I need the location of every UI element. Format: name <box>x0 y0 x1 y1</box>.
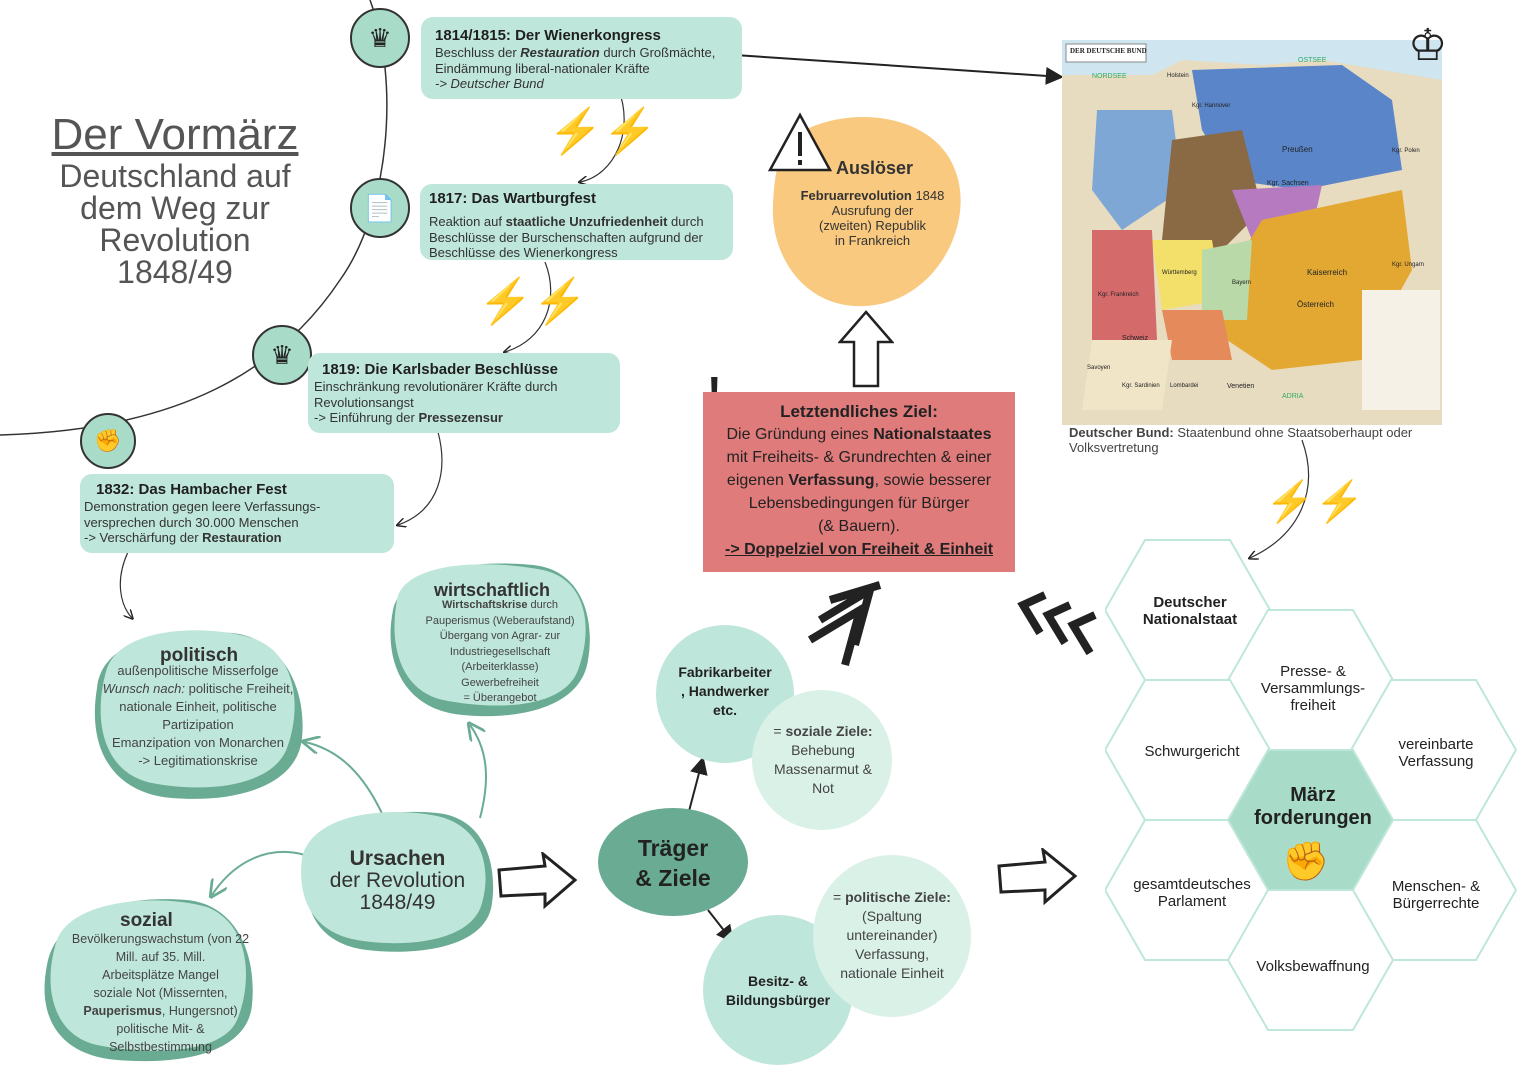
right-arrow-icon <box>497 852 579 910</box>
map-label: Lombardei <box>1170 383 1199 389</box>
trigger-text: Februarrevolution 1848 Ausrufung der (zweiten) Republik in Frankreich <box>800 188 945 248</box>
demand-schwurgericht: Schwurgericht <box>1144 743 1240 760</box>
map-label: Bayern <box>1232 280 1252 286</box>
political-list: außenpolitische Misserfolge Wunsch nach: politische Freiheit, nationale Einheit, politische Partizipation Emanzipation von Monarchen -> Legitimationskrise <box>102 663 294 768</box>
right-arrow-icon <box>997 848 1079 906</box>
carriers-label: Träger & Ziele <box>635 835 711 891</box>
map-label: ADRIA <box>1282 393 1304 400</box>
burghers-label: Besitz- & Bildungsbürger <box>725 973 831 1008</box>
map-caption: Deutscher Bund: Staatenbund ohne Staatsoberhaupt oder Volksvertretung <box>1069 425 1413 455</box>
timeline-karlsbader: 1819: Die Karlsbader Beschlüsse Einschränkung revolutionärer Kräfte durch Revolutionsangst -> Einführung der Pressezensur <box>308 353 620 433</box>
demand-parlament: gesamtdeutsches Parlament <box>1133 876 1251 910</box>
map-label: Savoyen <box>1087 365 1111 371</box>
title-sub: Deutschland auf dem Weg zur Revolution 1848/49 <box>59 158 291 290</box>
map-label: NORDSEE <box>1092 73 1127 80</box>
economic-list: Wirtschaftskrise durch Pauperismus (Weberaufstand) Übergang von Agrar- zur Industriegesellschaft (Arbeiterklasse) Gewerbefreiheit = Überangebot <box>425 599 575 704</box>
demands-center-label: März forderungen <box>1254 784 1372 829</box>
map-label: Venetien <box>1227 383 1255 390</box>
map-header: DER DEUTSCHE BUND <box>1070 47 1147 55</box>
map-label: OSTSEE <box>1298 57 1327 64</box>
demand-volksbewaffnung: Volksbewaffnung <box>1256 958 1370 975</box>
map-label: Kgr. Hannover <box>1192 103 1231 109</box>
map-label: Kaiserreich <box>1307 268 1348 277</box>
deutscher-bund-map <box>1062 40 1442 425</box>
lightning-icon: ⚡⚡ <box>548 107 658 156</box>
demand-pressefreiheit: Presse- & Versammlungs- freiheit <box>1260 663 1366 714</box>
crown-icon: ♛ <box>350 8 410 68</box>
political-goals-text: = politische Ziele: (Spaltung untereinander) Verfassung, nationale Einheit <box>833 889 951 981</box>
protest-icon: ✊ <box>80 413 136 469</box>
map-label: Kgr. Polen <box>1392 148 1420 154</box>
demand-verfassung: vereinbarte Verfassung <box>1398 736 1474 770</box>
timeline-wartburgfest: 1817: Das Wartburgfest Reaktion auf staatliche Unzufriedenheit durch Beschlüsse der Burschenschaften aufgrund der Beschlüsse des Wienerkongress <box>420 184 733 260</box>
chevron-left-icon <box>1015 585 1110 660</box>
crown-outline-icon: ♔ <box>1408 21 1448 70</box>
lightning-icon: ⚡⚡ <box>478 277 588 326</box>
timeline-wienerkongress: 1814/1815: Der Wienerkongress Beschluss der Restauration durch Großmächte, Eindämmung liberal-nationaler Kräfte -> Deutscher Bund <box>421 17 742 99</box>
timeline-hambacher: 1832: Das Hambacher Fest Demonstration gegen leere Verfassungs- versprechen durch 30.000 Menschen -> Verschärfung der Restauration <box>80 474 394 553</box>
map-label: Württemberg <box>1162 270 1197 276</box>
map-label: Kgr. Sardinien <box>1122 383 1160 389</box>
protest-icon: ✊ <box>1282 841 1330 883</box>
map-label: Holstein <box>1167 73 1189 79</box>
social-goals-text: = soziale Ziele: Behebung Massenarmut & Not <box>773 723 873 796</box>
map-label: Kgr. Sachsen <box>1267 180 1309 187</box>
up-arrow-icon <box>838 310 894 388</box>
lightning-icon: ⚡⚡ <box>1265 480 1365 524</box>
page-title <box>30 110 320 288</box>
demand-nationalstaat: Deutscher Nationalstaat <box>1142 594 1238 628</box>
social-heading: sozial <box>120 910 173 931</box>
economic-heading: wirtschaftlich <box>434 580 551 600</box>
map-label: Kgr. Ungarn <box>1392 262 1425 268</box>
crown-icon: ♛ <box>252 325 312 385</box>
trigger-heading: Auslöser <box>836 158 914 178</box>
map-label: Kgr. Frankreich <box>1098 292 1139 298</box>
map-label: Österreich <box>1297 300 1334 309</box>
political-heading: politisch <box>160 645 239 666</box>
document-icon: 📄 <box>350 178 410 238</box>
causes-label: Ursachen der Revolution 1848/49 <box>329 847 466 914</box>
map-label: Schweiz <box>1122 335 1149 342</box>
goal-box: Letztendliches Ziel: Die Gründung eines Nationalstaates mit Freiheits- & Grundrechten & einer eigenen Verfassung, sowie besserer Lebensbedingungen für Bürger (& Bauern). -> Doppelziel von Freiheit & Einheit <box>703 392 1015 572</box>
chevron-up-right-icon <box>805 580 885 670</box>
demand-buergerrechte: Menschen- & Bürgerrechte <box>1391 878 1481 912</box>
map-label: Preußen <box>1282 145 1313 154</box>
social-list: Bevölkerungswachstum (von 22 Mill. auf 35. Mill. Arbeitsplätze Mangel soziale Not (Missernten, Pauperismus, Hungersnot) politische Mit- & Selbstbestimmung <box>71 932 250 1054</box>
title-main: Der Vormärz <box>51 110 299 159</box>
workers-label: Fabrikarbeiter , Handwerker etc. <box>678 664 772 718</box>
